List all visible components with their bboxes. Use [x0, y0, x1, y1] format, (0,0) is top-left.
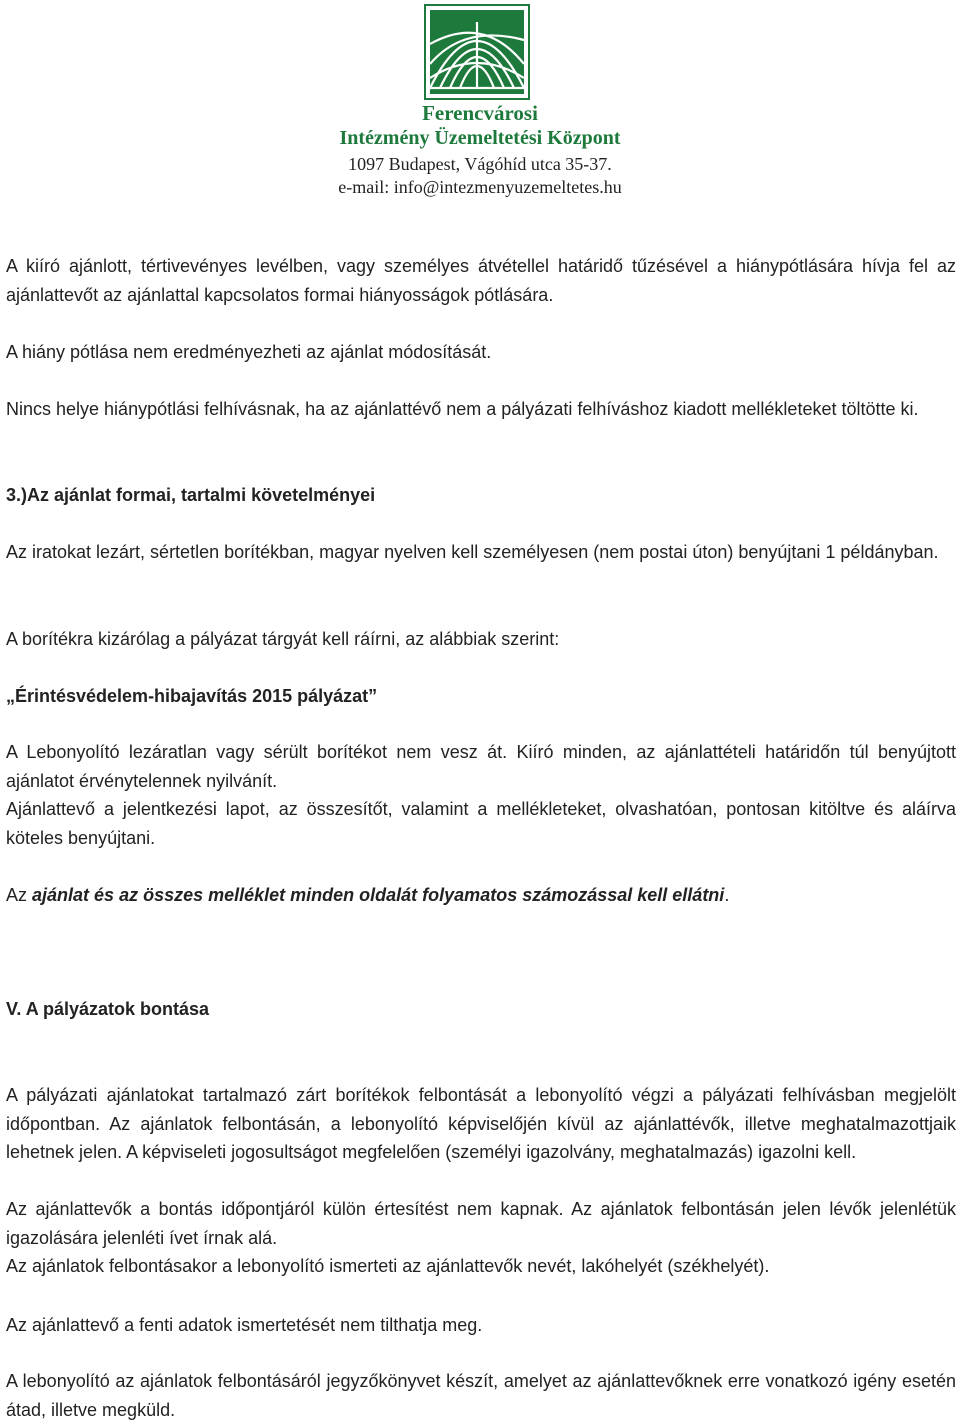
paragraph-form-completion: Ajánlattevő a jelentkezési lapot, az összesítőt, valamint a mellékleteket, olvashatóan, pontosan kitöltve és aláírva köteles benyújtani.: [6, 799, 956, 848]
section-heading-requirements: 3.)Az ajánlat formai, tartalmi követelményei: [6, 485, 376, 505]
paragraph-no-objection: Az ajánlattevő a fenti adatok ismertetését nem tilthatja meg.: [6, 1315, 483, 1335]
paragraph-envelope-label: A borítékra kizárólag a pályázat tárgyát kell ráírni, az alábbiak szerint:: [6, 629, 560, 649]
arches-logo-icon: [424, 4, 530, 100]
paragraph-no-deficiency-call: Nincs helye hiánypótlási felhívásnak, ha az ajánlattévő nem a pályázati felhíváshoz kiadott mellékleteket töltötte ki.: [6, 399, 919, 419]
paragraph-no-modification: A hiány pótlása nem eredményezheti az ajánlat módosítását.: [6, 342, 492, 362]
organization-name: Ferencvárosi: [422, 101, 538, 125]
paragraph-no-notification: Az ajánlattevők a bontás időpontjáról külön értesítést nem kapnak. Az ajánlatok felbontásán jelen lévők jelenlétük igazolására jelenléti ívet írnak alá.: [6, 1199, 956, 1248]
organization-email: e-mail: info@intezmenyuzemeltetes.hu: [338, 177, 622, 197]
paragraph-deficiency-notice: A kiíró ajánlott, tértivevényes levélben, vagy személyes átvétellel határidő tűzésével a hiánypótlására hívja fel az ajánlattevőt az ajánlattal kapcsolatos formai hiányosságok pótlására.: [6, 256, 956, 305]
numbering-emphasis: ajánlat és az összes melléklet minden oldalát folyamatos számozással kell ellátni: [32, 885, 725, 905]
organization-subtitle: Intézmény Üzemeltetési Központ: [339, 127, 621, 149]
numbering-suffix: .: [724, 885, 730, 905]
paragraph-opening-procedure: A pályázati ajánlatokat tartalmazó zárt borítékok felbontását a lebonyolító végzi a pályázati felhívásban megjelölt időpontban. Az ajánlatok felbontásán, a lebonyolító képviselőjén kívül az ajánlattévők, illetve meghatalmazottjaik lehetnek jelen. A képviseleti jogosultságot megfelelően (személyi igazolvány, meghatalmazás) igazolni kell.: [6, 1085, 956, 1162]
paragraph-minutes: A lebonyolító az ajánlatok felbontásáról jegyzőkönyvet készít, amelyet az ajánlattevőknek erre vonatkozó igény esetén átad, illetve megküld.: [6, 1371, 956, 1420]
paragraph-sealed-envelope: A Lebonyolító lezáratlan vagy sérült borítékot nem vesz át. Kiíró minden, az ajánlattételi határidőn túl benyújtott ajánlatot érvénytelennek nyilvánít.: [6, 742, 956, 791]
section-heading-opening: V. A pályázatok bontása: [6, 999, 210, 1019]
paragraph-page-numbering: [6, 881, 956, 910]
paragraph-bidder-details: Az ajánlatok felbontásakor a lebonyolító ismerteti az ajánlattevők nevét, lakóhelyét (székhelyét).: [6, 1256, 770, 1276]
tender-title: „Érintésvédelem-hibajavítás 2015 pályázat”: [6, 686, 378, 706]
paragraph-envelope-submission: Az iratokat lezárt, sértetlen borítékban, magyar nyelven kell személyesen (nem postai úton) benyújtani 1 példányban.: [6, 542, 939, 562]
numbering-prefix: Az: [6, 885, 33, 905]
organization-address: 1097 Budapest, Vágóhíd utca 35-37.: [348, 154, 612, 174]
